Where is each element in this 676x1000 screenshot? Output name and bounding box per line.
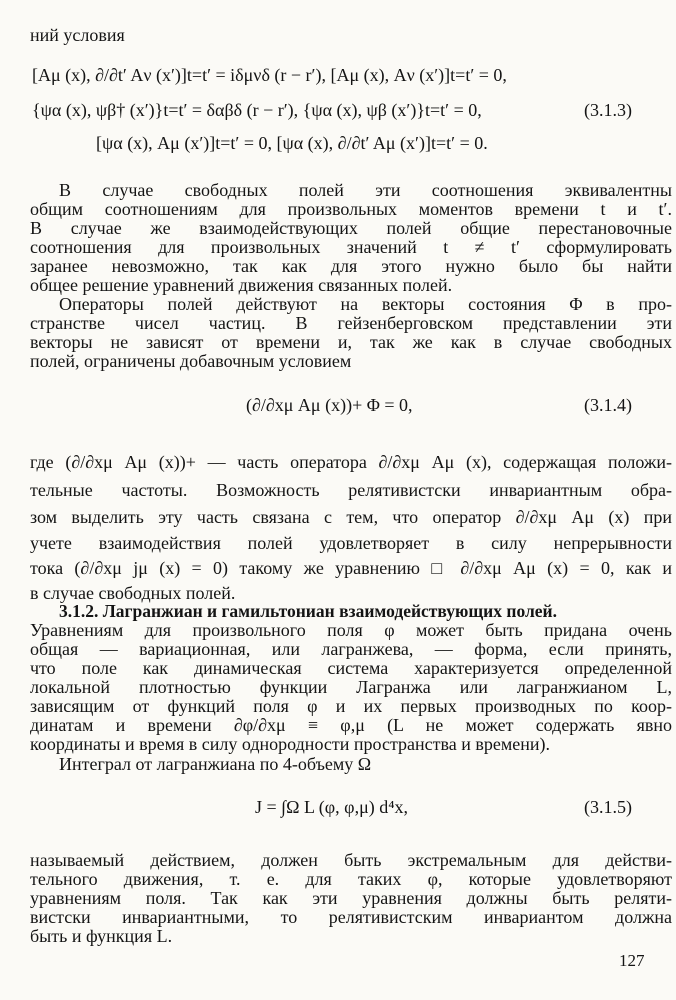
- text-line: общая — вариационная, или лагранжева, — форма, если принять,: [30, 639, 672, 659]
- equation-number: (3.1.4): [584, 395, 632, 415]
- equation-row: {ψα (x), ψβ† (x′)}t=t′ = δαβδ (r − r′), {ψα (x), ψβ (x′)}t=t′ = 0,: [32, 100, 482, 120]
- text-line: странстве чисел частиц. В гейзенберговском представлении эти: [30, 313, 672, 333]
- equation: (∂/∂xμ Aμ (x))+ Φ = 0,: [246, 395, 413, 415]
- text-line: ний условия: [30, 25, 125, 45]
- text-line: уравнениям поля. Так как эти уравнения должны быть реляти-: [30, 888, 672, 908]
- text-line: координаты и время в силу однородности пространства и времени).: [30, 734, 551, 754]
- text-line: быть и функция L.: [30, 926, 173, 946]
- text-line: Уравнениям для произвольного поля φ может быть придана очень: [30, 620, 672, 640]
- equation-number: (3.1.5): [584, 797, 632, 817]
- equation: J = ∫Ω L (φ, φ,μ) d⁴x,: [255, 797, 408, 817]
- text-line: вистски инвариантными, то релятивистским инвариантом должна: [30, 907, 672, 927]
- text-line: тока (∂/∂xμ jμ (x) = 0) такому же уравнению □ ∂/∂xμ Aμ (x) = 0, как и: [30, 558, 672, 578]
- equation-row: [Aμ (x), ∂/∂t′ Aν (x′)]t=t′ = iδμνδ (r − r′), [Aμ (x), Aν (x′)]t=t′ = 0,: [32, 65, 507, 85]
- text-line: В случае же взаимодействующих полей общие перестановочные: [30, 218, 672, 238]
- equation-number: (3.1.3): [584, 100, 632, 120]
- text-line: общим соотношениям для произвольных моментов времени t и t′.: [30, 199, 672, 219]
- text-line: что поле как динамическая система характеризуется определенной: [30, 658, 672, 678]
- text-line: векторы не зависят от времени и, так же как в случае свободных: [30, 332, 672, 352]
- page-number: 127: [619, 951, 645, 970]
- text-line: локальной плотностью функции Лагранжа или лагранжианом L,: [30, 677, 672, 697]
- text-line: где (∂/∂xμ Aμ (x))+ — часть оператора ∂/∂xμ Aμ (x), содержащая положи-: [30, 452, 672, 472]
- text-line: учете взаимодействия полей удовлетворяет в силу непрерывности: [30, 533, 672, 553]
- text-line: Операторы полей действуют на векторы состояния Φ в про-: [59, 294, 672, 314]
- text-line: зависящим от функций поля φ и их первых производных по коор-: [30, 696, 672, 716]
- text-line: называемый действием, должен быть экстремальным для действи-: [30, 850, 672, 870]
- text-line: В случае свободных полей эти соотношения эквивалентны: [59, 180, 672, 200]
- section-heading: 3.1.2. Лагранжиан и гамильтониан взаимодействующих полей.: [59, 601, 558, 621]
- text-line: общее решение уравнений движения связанных полей.: [30, 275, 453, 295]
- text-line: в случае свободных полей.: [30, 583, 236, 603]
- text-line: тельного движения, т. е. для таких φ, которые удовлетворяют: [30, 869, 672, 889]
- text-line: полей, ограничены добавочным условием: [30, 351, 352, 371]
- text-line: заранее невозможно, так как для этого нужно было бы найти: [30, 256, 672, 276]
- text-line: зом выделить эту часть связана с тем, что оператор ∂/∂xμ Aμ (x) при: [30, 507, 672, 527]
- text-line: тельные частоты. Возможность релятивистски инвариантным обра-: [30, 480, 672, 500]
- text-line: соотношения для произвольных значений t ≠ t′ сформулировать: [30, 237, 672, 257]
- text-line: Интеграл от лагранжиана по 4-объему Ω: [59, 754, 372, 774]
- text-line: динатам и времени ∂φ/∂xμ ≡ φ,μ (L не может содержать явно: [30, 715, 672, 735]
- equation-row: [ψα (x), Aμ (x′)]t=t′ = 0, [ψα (x), ∂/∂t′ Aμ (x′)]t=t′ = 0.: [96, 133, 488, 153]
